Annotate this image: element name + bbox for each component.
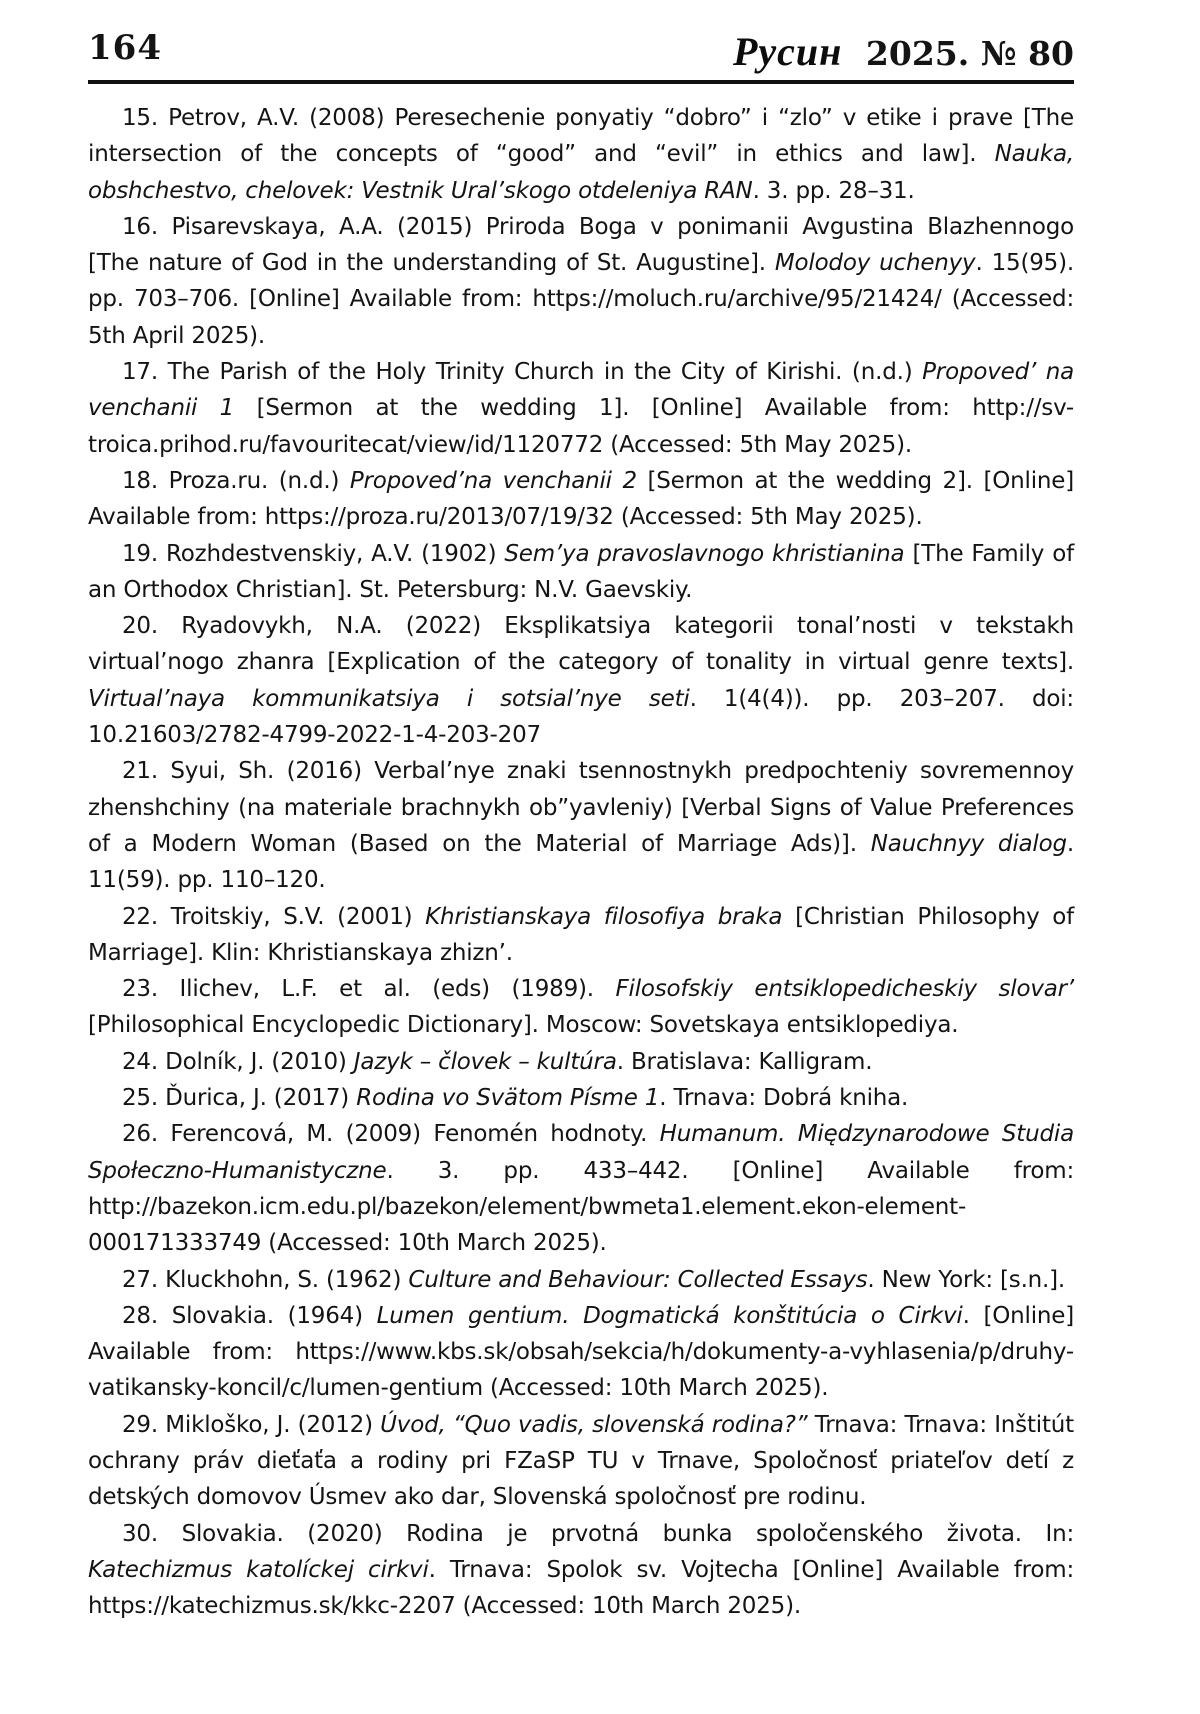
journal-issue: 2025. № 80 [865, 34, 1074, 73]
reference-source-title: Rodina vo Svätom Písme 1 [356, 1085, 660, 1112]
reference-item [88, 100, 1074, 209]
reference-text: 26. Ferencová, M. (2009) Fenomén hodnoty. [122, 1121, 660, 1148]
reference-text: 20. Ryadovykh, N.A. (2022) Eksplikatsiya kategorii tonal’nosti v tekstakh virtual’nogo zhanra [Explication of the category of tonality in virtual genre texts]. [88, 613, 1074, 676]
reference-list [88, 100, 1074, 1624]
reference-item [88, 899, 1074, 972]
reference-source-title: Filosofskiy entsiklopedicheskiy slovar’ [615, 976, 1075, 1003]
page-number: 164 [88, 28, 162, 68]
reference-item [88, 463, 1074, 536]
reference-item [88, 971, 1074, 1044]
reference-source-title: Humanum. Międzynarodowe Studia Społeczno-Humanistyczne [88, 1121, 1074, 1184]
reference-source-title: Culture and Behaviour: Collected Essays [408, 1266, 868, 1293]
reference-text: 29. Mikloško, J. (2012) [122, 1411, 381, 1438]
reference-text: 28. Slovakia. (1964) [122, 1302, 377, 1329]
reference-details: . 3. pp. 28–31. [752, 177, 915, 204]
journal-title [733, 28, 1074, 75]
reference-details: . 1(4(4)). pp. 203–207. doi: 10.21603/2782-4799-2022-1-4-203-207 [88, 685, 1074, 749]
reference-source-title: Nauka, obshchestvo, chelovek: Vestnik Ural’skogo otdeleniya RAN [88, 141, 1074, 204]
reference-details: [The Family of an Orthodox Christian]. St. Petersburg: N.V. Gaevskiy. [88, 540, 1074, 603]
reference-item [88, 1407, 1074, 1516]
reference-item [88, 1262, 1074, 1298]
reference-source-title: Jazyk – človek – kultúra [353, 1048, 617, 1075]
journal-name: Русин [732, 29, 843, 74]
reference-source-title: Propoved’na venchanii 2 [349, 467, 637, 494]
reference-details: . Trnava: Spolok sv. Vojtecha [Online] Available from: https://katechizmus.sk/kkc-2207 (Accessed: 10th March 2025). [88, 1556, 1074, 1620]
reference-details: . 3. pp. 433–442. [Online] Available from: http://bazekon.icm.edu.pl/bazekon/element/bwmeta1.element.ekon-element-000171333749 (Accessed: 10th March 2025). [88, 1157, 1074, 1257]
reference-item [88, 1116, 1074, 1261]
reference-details: . 11(59). pp. 110–120. [88, 830, 1074, 894]
reference-details: . New York: [s.n.]. [867, 1266, 1066, 1293]
running-header [88, 24, 1074, 84]
reference-item [88, 354, 1074, 463]
reference-text: 19. Rozhdestvenskiy, A.V. (1902) [122, 540, 505, 567]
reference-details: [Christian Philosophy of Marriage]. Klin: Khristianskaya zhizn’. [88, 903, 1074, 966]
reference-text: 25. Ďurica, J. (2017) [122, 1085, 357, 1112]
reference-source-title: Nauchnyy dialog [870, 830, 1067, 857]
reference-item [88, 753, 1074, 898]
reference-source-title: Propoved’ na venchanii 1 [88, 359, 1075, 422]
reference-text: 30. Slovakia. (2020) Rodina je prvotná bunka spoločenského života. In: [122, 1520, 1074, 1547]
reference-item [88, 1298, 1074, 1407]
reference-source-title: Khristianskaya filosofiya braka [425, 903, 783, 930]
reference-text: 22. Troitskiy, S.V. (2001) [122, 903, 426, 930]
reference-text: 15. Petrov, A.V. (2008) Peresechenie ponyatiy “dobro” i “zlo” v etike i prave [The intersection of the concepts of “good” and “evil” in ethics and law]. [88, 105, 1074, 168]
reference-source-title: Sem’ya pravoslavnogo khristianina [504, 540, 905, 567]
reference-details: [Philosophical Encyclopedic Dictionary]. Moscow: Sovetskaya entsiklopediya. [88, 1012, 959, 1039]
reference-source-title: Lumen gentium. Dogmatická konštitúcia o Cirkvi [376, 1302, 963, 1329]
reference-item [88, 209, 1074, 354]
reference-source-title: Virtual’naya kommunikatsiya i sotsial’nye seti [88, 685, 690, 712]
reference-details: [Sermon at the wedding 2]. [Online] Available from: https://proza.ru/2013/07/19/32 (Accessed: 5th May 2025). [88, 467, 1074, 531]
reference-text: 23. Ilichev, L.F. et al. (eds) (1989). [122, 976, 616, 1003]
reference-details: . Bratislava: Kalligram. [616, 1048, 873, 1075]
reference-details: [Sermon at the wedding 1]. [Online] Available from: http://sv-troica.prihod.ru/favouritecat/view/id/1120772 (Accessed: 5th May 2025). [88, 395, 1074, 458]
reference-text: 24. Dolník, J. (2010) [122, 1048, 354, 1075]
reference-source-title: Molodoy uchenyy [774, 250, 976, 277]
reference-text: 27. Kluckhohn, S. (1962) [122, 1266, 409, 1293]
reference-text: 18. Proza.ru. (n.d.) [122, 467, 350, 494]
reference-item [88, 1516, 1074, 1625]
reference-details: Trnava: Trnava: Inštitút ochrany práv dieťaťa a rodiny pri FZaSP TU v Trnave, Spoločnosť priateľov detí z detských domovov Úsmev ako dar, Slovenská spoločnosť pre rodinu. [88, 1411, 1074, 1511]
reference-item [88, 536, 1074, 609]
reference-text: 21. Syui, Sh. (2016) Verbal’nye znaki tsennostnykh predpochteniy sovremennoy zhenshchiny (na materiale brachnykh ob”yavleniy) [Verbal Signs of Value Preferences of a Modern Woman (Based on the Material of Marriage Ads)]. [88, 758, 1074, 857]
reference-text: 16. Pisarevskaya, A.A. (2015) Priroda Boga v ponimanii Avgustina Blazhennogo [The nature of God in the understanding of St. Augustine]. [88, 213, 1074, 277]
reference-text: 17. The Parish of the Holy Trinity Church in the City of Kirishi. (n.d.) [122, 359, 923, 386]
reference-item [88, 608, 1074, 753]
reference-item [88, 1080, 1074, 1116]
reference-item [88, 1044, 1074, 1080]
reference-source-title: Úvod, “Quo vadis, slovenská rodina?” [380, 1411, 808, 1438]
reference-details: . 15(95). pp. 703–706. [Online] Available from: https://moluch.ru/archive/95/21424/ (Accessed: 5th April 2025). [88, 250, 1074, 349]
reference-source-title: Katechizmus katolíckej cirkvi [88, 1556, 429, 1583]
reference-details: . [Online] Available from: https://www.kbs.sk/obsah/sekcia/h/dokumenty-a-vyhlasenia/p/druhy-vatikansky-koncil/c/lumen-gentium (Accessed: 10th March 2025). [88, 1302, 1074, 1402]
reference-details: . Trnava: Dobrá kniha. [659, 1085, 909, 1112]
